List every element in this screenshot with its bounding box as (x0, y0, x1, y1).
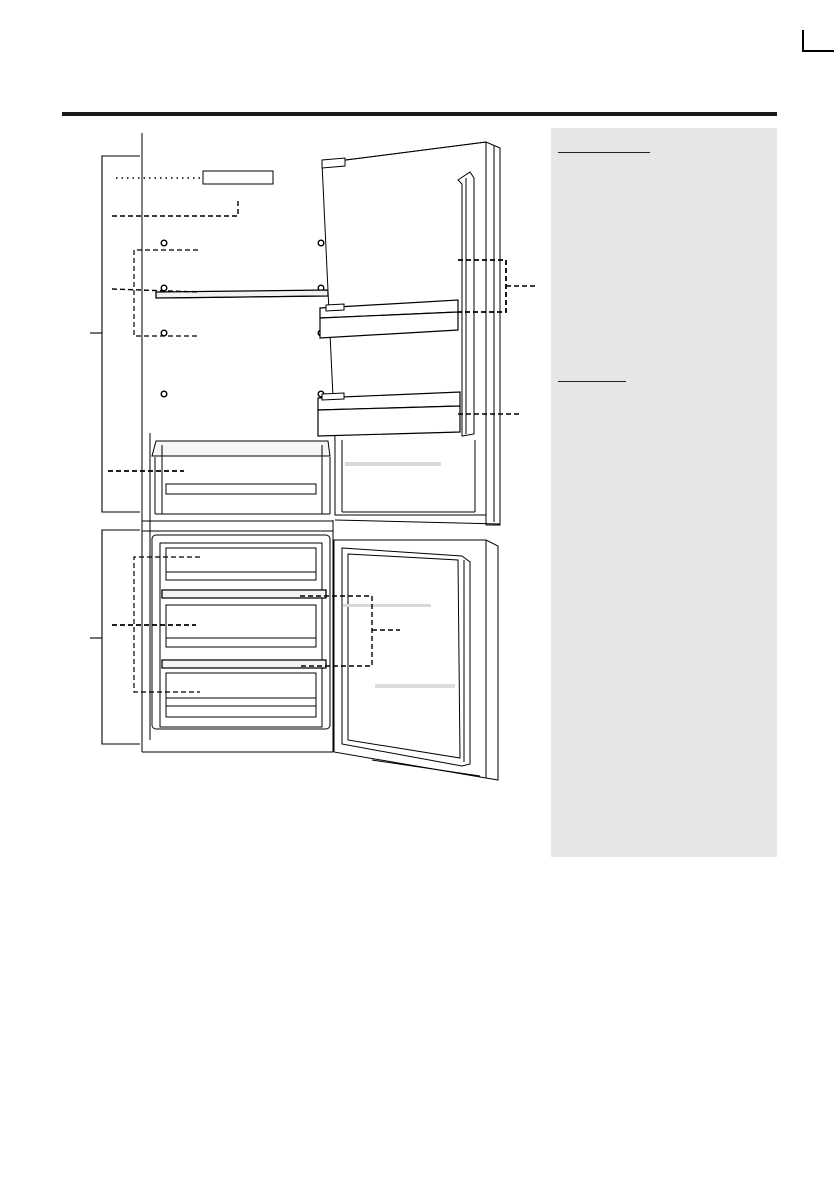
freezer-door (334, 540, 498, 780)
header-rule (62, 112, 777, 116)
fridge-diagram (60, 130, 550, 810)
crisper-drawer (152, 441, 330, 514)
door-balcony-lower (318, 392, 460, 436)
panel-heading-1-rule (558, 152, 650, 153)
freezer-bracket (90, 530, 140, 744)
glass-shelf (156, 290, 328, 298)
page-corner-mark (802, 30, 804, 52)
freezer-cabinet (152, 535, 330, 729)
freezer-drawer-top (162, 548, 326, 598)
freezer-drawer-bottom (166, 673, 316, 717)
panel-heading-2-rule (558, 381, 626, 382)
fridge-bracket (90, 156, 140, 512)
shelf-support-pegs (161, 240, 324, 397)
side-info-panel (551, 128, 777, 857)
freezer-drawer-middle (162, 605, 326, 668)
